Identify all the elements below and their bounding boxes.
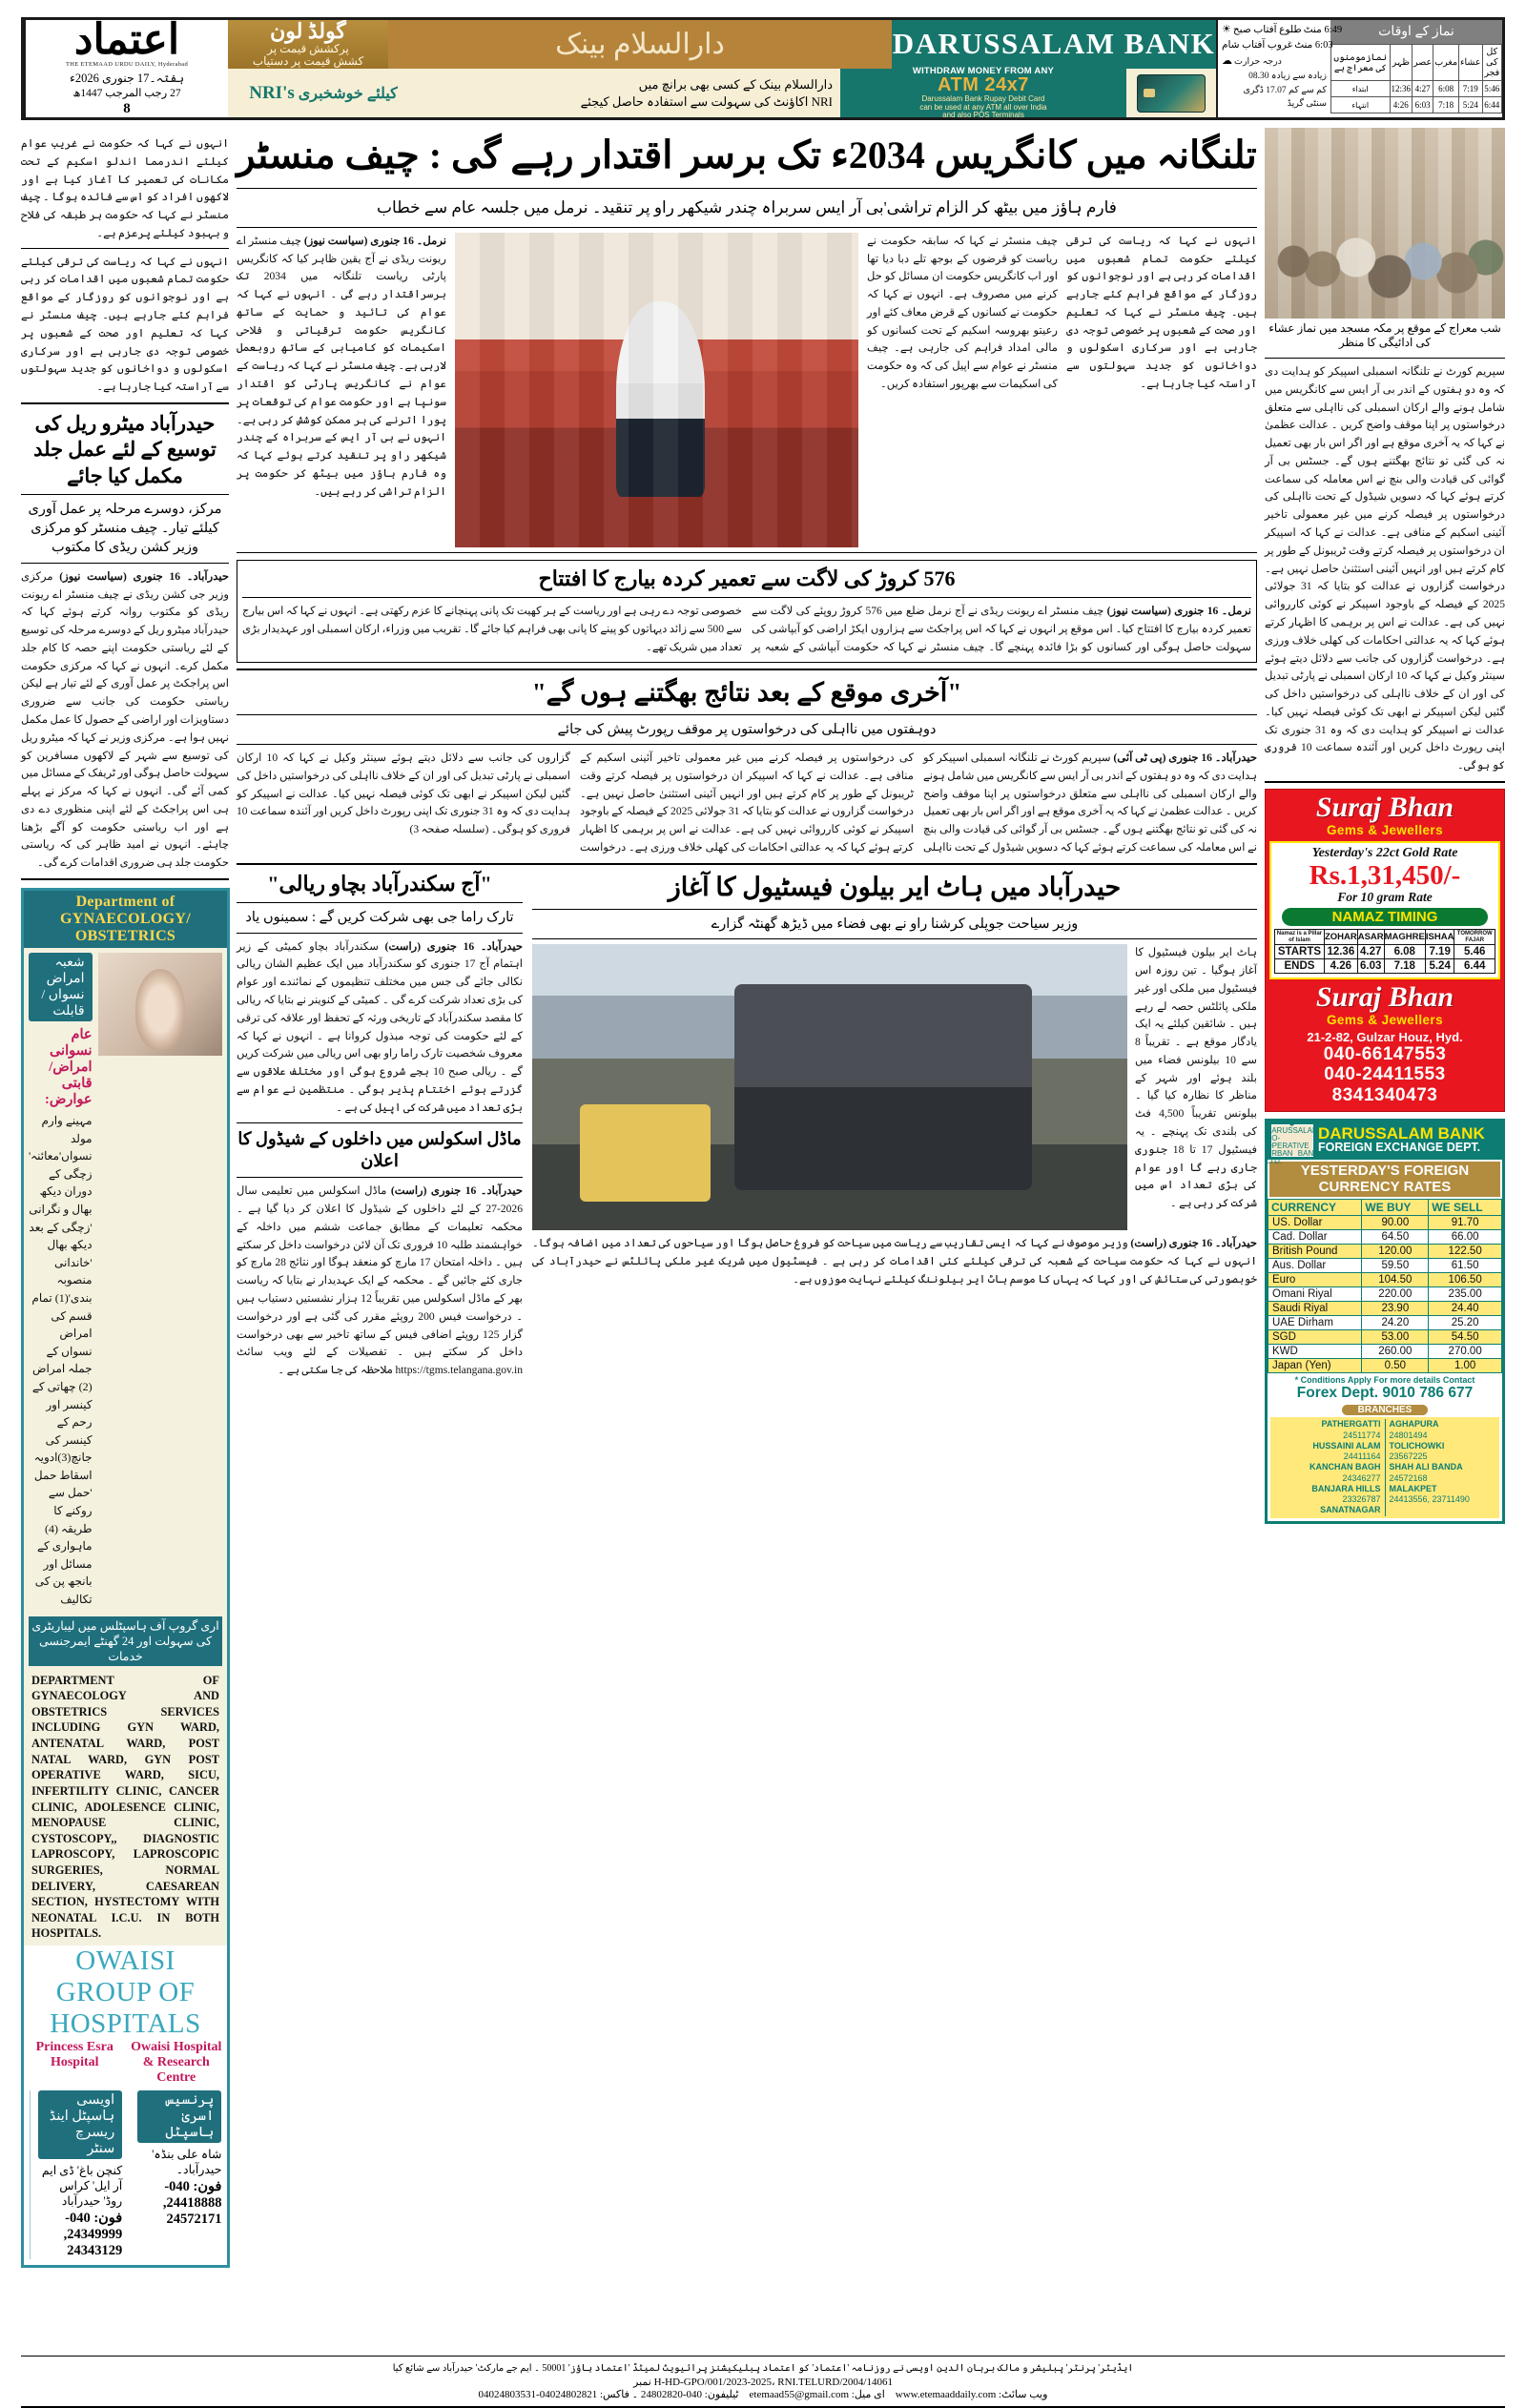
gold-rate-unit: For 10 gram Rate — [1337, 890, 1433, 905]
forex-dept-name: FOREIGN EXCHANGE DEPT. — [1318, 1141, 1481, 1155]
forex-currency: Euro — [1268, 1273, 1362, 1287]
story-left-text: سپریم کورٹ نے تلنگانہ اسمبلی اسپیکر کو ہدایت دی کہ وہ دو ہفتوں کے اندر بی آر ایس سے کانگریس میں شامل ہونے والے ارکان اسمبلی کی نااہلی سے متعلق درخواستوں پر اپنا موقف واضح کریں ۔ عدالت عظمیٰ نے کہا کہ یہ آخری موقع ہے اور اگر اس بار بھی تعمیل نہ کی گئی تو نتائج بھگتنے ہوں گے۔ جسٹس بی آر گوائی کی قیادت والی بنچ نے اس معاملہ کی سماعت کرتے ہوئے کہا کہ دسویں شیڈول کے تحت نااہلی کی درخواستوں پر فیصلہ کرنے میں غیر معمولی تاخیر آئینی اسکیم کے منافی ہے۔ عدالت نے کہا کہ اسپیکر ان درخواستوں پر فیصلہ کرتے وقت ٹریبونل کے طور پر کام کرتے ہیں اور انہیں آئینی استثنیٰ حاصل نہیں ہے۔ درخواست گزاروں نے عدالت کو بتایا کہ 31 جولائی 2025 کے فیصلہ کے باوجود اسپیکر نے کوئی کارروائی نہیں کی ہے۔ عدالت نے اس پر برہمی کا اظہار کرتے ہوئے کہا کہ یہ عدالتی احکامات کی کھلی خلاف ورزی ہے۔ درخواست گزاروں کی جانب سے دلائل دیتے ہوئے سینئر وکیل نے کہا کہ 10 ارکان اسمبلی نے پارٹی تبدیل کی اور ان کے خلاف نااہلی کی درخواستیں داخل کی گئیں لیکن اسپیکر نے ابھی تک کوئی فیصلہ نہیں کیا۔ عدالت نے اسپیکر کو ہدایت دی کہ وہ 31 جنوری تک اپنی رپورٹ داخل کریں اور آئندہ سماعت 10 فروری کو ہوگی۔ — [237, 751, 1257, 854]
namaz-starts-asar: 4.27 — [1357, 945, 1384, 959]
forex-sell: 235.00 — [1429, 1287, 1502, 1302]
forex-buy: 104.50 — [1362, 1273, 1429, 1287]
forex-header-sell: WE SELL — [1429, 1200, 1502, 1216]
column-right — [21, 128, 229, 2350]
left-col-story-text: سپریم کورٹ نے تلنگانہ اسمبلی اسپیکر کو ہدایت دی کہ وہ دو ہفتوں کے اندر بی آر ایس سے کانگریس میں شامل ہونے والے ارکان اسمبلی کی نااہلی سے متعلق درخواستوں پر اپنا موقف واضح کریں ۔ عدالت عظمیٰ نے کہا کہ یہ آخری موقع ہے اور اگر اس بار بھی تعمیل نہ کی گئی تو نتائج بھگتنے ہوں گے۔ جسٹس بی آر گوائی کی قیادت والی بنچ نے اس معاملہ کی سماعت کرتے ہوئے کہا کہ دسویں شیڈول کے تحت نااہلی کی درخواستوں پر فیصلہ کرنے میں غیر معمولی تاخیر آئینی اسکیم کے منافی ہے۔ عدالت نے کہا کہ اسپیکر ان درخواستوں پر فیصلہ کرتے وقت ٹریبونل کے طور پر کام کرتے ہیں اور انہیں آئینی استثنیٰ حاصل نہیں ہے۔ درخواست گزاروں نے عدالت کو بتایا کہ 31 جولائی 2025 کے فیصلہ کے باوجود اسپیکر نے کوئی کارروائی نہیں کی ہے۔ عدالت نے اس پر برہمی کا اظہار کرتے ہوئے کہا کہ یہ عدالتی احکامات کی کھلی خلاف ورزی ہے۔ درخواست گزاروں کی جانب سے دلائل دیتے ہوئے سینئر وکیل نے کہا کہ 10 ارکان اسمبلی نے پارٹی تبدیل کی اور ان کے خلاف نااہلی کی درخواستیں داخل کی گئیں لیکن اسپیکر نے ابھی تک کوئی فیصلہ نہیں کیا۔ عدالت نے اسپیکر کو ہدایت دی کہ وہ 31 جنوری تک اپنی رپورٹ داخل کریں اور آئندہ سماعت 10 فروری کو ہوگی۔ — [1265, 365, 1505, 772]
gynaec-list-urdu: مہینے وارم مولد نسواں'معائنہ' زچگی کے دوران دیکھ بھال و نگرانی 'زچگی کے بعد دیکھ بھال 'خاندانی منصوبہ بندی'(1) تمام قسم کی امراض نسواں کے جملہ امراض (2) چھاتی کے کینسر اور رحم کے کینسر کی جانچ(3)ادویہ اسقاط حمل 'حمل سے روکنے کا طریقہ (4) ماہواری کے مسائل اور بانجھ پن کی تکالیف — [28, 1114, 93, 1607]
lead-story-col4-extra: انہوں نے کہا کہ ریاست کی ترقی کیلئے حکومت تمام شعبوں میں اقدامات کر رہی ہے اور نوجوانوں کو روزگار کے مواقع فراہم کئے جارہے ہیں۔ چیف منسٹر نے کہا کہ تعلیم اور صحت کے شعبوں پر خصوصی توجہ دی جارہی ہے اور سرکاری اسکولوں و دواخانوں کو جدید سہولتوں سے آراستہ کیا جارہا ہے۔ — [21, 255, 229, 394]
forex-sell: 54.50 — [1429, 1330, 1502, 1345]
prayer-start-maghrib: 6:08 — [1433, 81, 1459, 97]
lead-photo-row — [237, 233, 1257, 547]
forex-buy: 260.00 — [1362, 1345, 1429, 1359]
suraj-bhan-sub: Gems & Jewellers — [1327, 822, 1443, 837]
suraj-bhan-name-2: Suraj Bhan — [1315, 981, 1454, 1013]
table-row — [1268, 1273, 1502, 1287]
footer-rni: H-HD-GPO/001/2023-2025، RNI.TELURD/2004/14061 نمبر — [633, 2377, 893, 2388]
namaz-starts-maghrib: 6.08 — [1384, 945, 1425, 959]
forex-buy: 220.00 — [1362, 1287, 1429, 1302]
gynaec-strip-urdu: اری گروپ آف ہاسپٹلس میں لیباریٹری کی سہولت اور 24 گھنٹے ایمرجنسی خدمات — [29, 1616, 222, 1666]
lead-col-b: چیف منسٹر نے کہا کہ سابقہ حکومت نے ریاست کو قرضوں کے بوجھ تلے دبا دیا تھا اور اب کانگریس حکومت ان مسائل کو حل کرنے میں مصروف ہے۔ انہوں نے کہا کہ حکومت نے کسانوں کے قرض معاف کئے اور رعیتو بھروسہ اسکیم کے تحت کسانوں کو مالی امداد فراہم کی جارہی ہے۔ چیف منسٹر نے عوام سے اپیل کی کہ وہ حکومت کی اسکیمات سے بھرپور استفادہ کریں۔ — [867, 234, 1058, 391]
prayer-row-end — [1331, 97, 1502, 113]
forex-sell: 91.70 — [1429, 1216, 1502, 1230]
forex-currency: SGD — [1268, 1330, 1362, 1345]
sunset-label: غروب آفتاب شام — [1222, 39, 1293, 51]
namaz-starts-fajar: 5.46 — [1454, 945, 1495, 959]
lead-dateline: نرمل۔ 16 جنوری (سیاست نیوز) — [303, 234, 446, 247]
prayer-header-fajr-tomorrow: کل کی فجر — [1482, 45, 1501, 81]
prayer-end-isha: 5:24 — [1459, 97, 1483, 113]
atm-line5: and also POS Terminals — [942, 111, 1024, 120]
story-metro-text: مرکزی وزیر جی کشن ریڈی نے چیف منسٹر اے ریونت ریڈی کو مکتوب روانہ کرتے ہوئے کہا کہ حیدرآباد میٹرو ریل کے دوسرے مرحلہ کی توسیع کے لئے ریاستی حکومت اپنے حصہ کا کام جلد مکمل کرے۔ انہوں نے کہا کہ مرکزی حکومت اس پراجکٹ پر عمل آوری کے لئے تیار ہے لیکن ریاستی حکومت کی جانب سے ضروری دستاویزات اور اراضی کے حصول کا عمل مکمل نہیں ہوا ہے۔ مرکزی وزیر نے کہا کہ میٹرو ریل کی توسیع سے شہر کے لاکھوں مسافرین کو سہولت حاصل ہوگی اور ٹریفک کے مسائل میں کمی آئے گی۔ انہوں نے کہا کہ مرکز نے پہلے ہی اس پراجکٹ کے لئے اپنی منظوری دے دی ہے اور اب ریاستی حکومت کو آگے بڑھنا چاہئے۔ انہوں نے امید ظاہر کی کہ ریاستی حکومت جلد ہی ضروری اقدامات کرے گی۔ — [21, 569, 229, 870]
forex-sell: 122.50 — [1429, 1245, 1502, 1259]
lead-subhead: فارم ہاؤز میں بیٹھ کر الزام تراشی'بی آر ایس سربراہ چندر شیکھر راو پر تنقید۔ نرمل میں جلسہ عام سے خطاب — [377, 198, 1117, 216]
prayer-end-fajr: 6:44 — [1482, 97, 1501, 113]
branch-name: BANJARA HILLS — [1311, 1483, 1381, 1493]
forex-currency: Cad. Dollar — [1268, 1230, 1362, 1245]
suraj-bhan-phone-1[interactable]: 040-66147553 — [1323, 1044, 1447, 1064]
forex-buy: 23.90 — [1362, 1302, 1429, 1316]
namaz-col-maghrib: MAGHRE — [1384, 930, 1425, 945]
prayer-end-zuhr: 4:26 — [1390, 97, 1413, 113]
nri-label-english: NRI's — [249, 82, 295, 103]
hospital-contact-esra — [130, 2090, 221, 2259]
prayer-end-asr: 6:03 — [1413, 97, 1433, 113]
issue-date-hijri: 27 رجب المرجب 1447ھ — [72, 87, 181, 99]
namaz-ends-label: ENDS — [1275, 959, 1325, 974]
balloon-photo — [532, 944, 1127, 1230]
nri-text-line1: دارالسلام بینک کے کسی بھی برانچ میں — [638, 77, 833, 93]
story-sikandarabad-subhead: تارک راما جی بھی شرکت کریں گے : سمینوں یاد — [245, 910, 514, 926]
forex-branches — [1270, 1417, 1499, 1517]
bottom-stories — [237, 871, 1257, 1380]
bank-name-arabic: دارالسلام بینک — [388, 20, 892, 69]
story-school-dateline: حیدرآباد۔ 16 جنوری (راست) — [390, 1184, 523, 1198]
cloud-icon: ☁ — [1222, 55, 1232, 68]
branch-name: PATHERGATTI — [1321, 1419, 1381, 1430]
prayer-times-table — [1330, 44, 1502, 113]
forex-note: * Conditions Apply For more details Contact — [1294, 1375, 1475, 1386]
owaisi-hospital-address: کنچن باغ' ڈی ایم آر ایل' کراس روڈ' حیدرآباد — [41, 2163, 123, 2208]
branch-phone: 23567225 — [1389, 1451, 1428, 1462]
story-576-headline: 576 کروڑ کی لاگت سے تعمیر کردہ بیارج کا افتتاح — [538, 566, 956, 590]
namaz-col-asar: ASAR — [1357, 930, 1384, 945]
page-footer — [21, 2356, 1505, 2408]
branch-name: KANCHAN BAGH — [1309, 1462, 1381, 1472]
prayer-times-title: نماز کے اوقات — [1330, 20, 1502, 44]
story-metro — [21, 411, 229, 873]
story-balloon-headline: حیدرآباد میں ہاٹ ایر بیلون فیسٹیول کا آغاز — [668, 872, 1122, 901]
prayer-header-note: نمازمومنوں کی معراج ہے — [1331, 45, 1391, 81]
story-school-headline: ماڈل اسکولس میں داخلوں کے شیڈول کا اعلان — [237, 1128, 522, 1170]
branch-phone: 24411164 — [1343, 1451, 1381, 1462]
story-metro-headline: حیدرآباد میٹرو ریل کی توسیع کے لئے عمل جلد مکمل کیا جائے — [33, 411, 217, 487]
gold-rate-label: Yesterday's 22ct Gold Rate — [1311, 845, 1458, 860]
story-metro-subhead: مرکز، دوسرے مرحلہ پر عمل آوری کیلئے تیار۔ چیف منسٹر کو مرکزی وزیر کشن ریڈی کا مکتوب — [28, 501, 222, 556]
atm-promo — [840, 65, 1126, 120]
midrow-stories — [237, 676, 1257, 857]
forex-currency: US. Dollar — [1268, 1216, 1362, 1230]
branch-phone: 23326787 — [1342, 1494, 1381, 1505]
forex-bank-name: DARUSSALAM BANK — [1318, 1124, 1485, 1143]
lead-headline: تلنگانہ میں کانگریس 2034ء تک برسر اقتدار رہے گی : چیف منسٹر — [237, 134, 1257, 176]
masthead — [21, 17, 1505, 120]
story-balloon-text: وزیر موصوف نے کہا کہ ایسی تقاریب سے ریاست میں سیاحت کو فروغ حاصل ہوگا اور سیاحوں کی تعداد میں اضافہ ہوگا۔ انہوں نے کہا کہ حکومت سیاحت کے شعبہ کی ترقی کیلئے کئی اقدامات کر رہی ہے ۔ فیسٹیول میں شریک غیر ملکی پائلٹس نے حیدرآباد کی خوبصورتی کی ستائش کی اور کہا کہ یہاں کا موسم ہاٹ ایر بیلوننگ کیلئے نہایت موزوں ہے۔ — [532, 1237, 1258, 1286]
footer-website[interactable]: www.etemaaddaily.com — [895, 2389, 997, 2400]
gold-loan-block — [228, 20, 388, 69]
prayer-start-label: ابتداء — [1331, 81, 1391, 97]
story-metro-dateline: حیدرآباد۔ 16 جنوری (سیاست نیوز) — [59, 569, 230, 583]
temperature-min: کم سے کم 17.07 ڈگری سنٹی گریڈ — [1243, 85, 1327, 109]
suraj-bhan-sub-2: Gems & Jewellers — [1327, 1013, 1443, 1027]
namaz-header-row — [1275, 930, 1495, 945]
forex-sell: 106.50 — [1429, 1273, 1502, 1287]
story-sikandarabad — [237, 871, 523, 1380]
forex-buy: 90.00 — [1362, 1216, 1429, 1230]
owaisi-hospital-phone: فون: 040-24349999, 24343129 — [63, 2210, 123, 2258]
story-left-headline: "آخری موقع کے بعد نتائج بھگتنے ہوں گے" — [531, 677, 962, 707]
story-balloon-subhead: وزیر سیاحت جوپلی کرشنا راو نے بھی فضاء میں ڈیڑھ گھنٹہ گزارے — [711, 916, 1079, 932]
nri-text — [419, 69, 840, 118]
forex-currency: KWD — [1268, 1345, 1362, 1359]
ad-forex — [1265, 1114, 1505, 1524]
story-576 — [237, 560, 1257, 663]
lead-body-1: چیف منسٹر اے ریونت ریڈی نے آج یقین ظاہر کیا کہ کانگریس پارٹی ریاست تلنگانہ میں 2034 تک برسراقتدار رہے گی ۔ انہوں نے کہا کہ عوام کی تائید و حمایت کے ساتھ کانگریس حکومت ترقیاتی و فلاحی اسکیمات کو کامیابی کے ساتھ روبعمل لارہی ہے۔ چیف منسٹر نے کہا کہ ریاست کے عوام نے کانگریس پارٹی کو اقتدار سونپا ہے اور حکومت عوام کی توقعات پر پورا اترنے کی ہر ممکن کوشش کر رہی ہے۔ انہوں نے بی آر ایس کے سربراہ کے چندر شیکھر راو پر تنقید کرتے ہوئے کہا کہ وہ فارم ہاؤز میں بیٹھ کر حکومت پر الزام تراشی کر رہے ہیں۔ — [237, 234, 446, 498]
prayer-header-zuhr: ظہر — [1390, 45, 1413, 81]
newspaper-logo-english: THE ETEMAAD URDU DAILY, Hyderabad — [65, 60, 189, 68]
forex-currency: Saudi Riyal — [1268, 1302, 1362, 1316]
table-row — [1268, 1216, 1502, 1230]
suraj-bhan-address: 21-2-82, Gulzar Houz, Hyd. — [1307, 1030, 1463, 1044]
forex-currency: Japan (Yen) — [1268, 1359, 1362, 1373]
forex-logo-text: DARUSSALAM CO-OPERATIVE URBAN BANK LTD. — [1266, 1126, 1319, 1166]
gynaec-services-english: DEPARTMENT OF GYNAECOLOGY AND OBSTETRICS SERVICES INCLUDING GYN WARD, ANTENATAL WARD, POST NATAL WARD, GYN POST OPERATIVE WARD, SICU, INFERTILITY CLINIC, CANCER CLINIC, ADOLESENCE CLINIC, MENOPAUSE CLINIC, CYSTOSCOPY,, DIAGNOSTIC LAPROSCOPY, LAPROSCOPIC SURGERIES, NORMAL DELIVERY, CAESAREAN SECTION, HYSTECTOMY WITH NEONATAL I.C.U. IN BOTH HOSPITALS. — [31, 1673, 219, 1941]
gold-loan-sub1: پرکشش قیمت پر — [267, 42, 349, 56]
forex-rates-table — [1268, 1199, 1502, 1373]
story-left-col — [237, 676, 1257, 857]
gynaec-badge-urdu: شعبہ امراض نسواں / قابلت — [29, 953, 93, 1021]
forex-buy: 53.00 — [1362, 1330, 1429, 1345]
prayer-times-block — [1216, 20, 1502, 117]
namaz-starts-ishaa: 7.19 — [1425, 945, 1454, 959]
forex-buy: 0.50 — [1362, 1359, 1429, 1373]
issue-date-gregorian: ہفتہ۔17 جنوری 2026ء — [69, 71, 185, 85]
footer-website-label: ویب سائٹ: — [999, 2389, 1048, 2400]
temperature-max: زیادہ سے زیادہ 08.30 — [1248, 72, 1327, 82]
gold-loan-title: گولڈ لون — [270, 19, 346, 43]
table-row — [1268, 1259, 1502, 1273]
prayer-start-zuhr: 12:36 — [1390, 81, 1413, 97]
branch-name: SHAH ALI BANDA — [1389, 1462, 1463, 1472]
forex-sell: 24.40 — [1429, 1302, 1502, 1316]
atm-line3: Darussalam Bank Rupay Debit Card — [921, 94, 1045, 104]
rally-photo — [455, 233, 858, 547]
rupay-card-icon — [1137, 74, 1206, 113]
footer-email-label: ای میل: — [851, 2389, 885, 2400]
forex-buy: 120.00 — [1362, 1245, 1429, 1259]
suraj-bhan-phone-2[interactable]: 040-24411553 — [1324, 1064, 1446, 1085]
gynaec-urdu-block — [29, 953, 93, 1609]
branch-phone: 24801494 — [1389, 1430, 1428, 1440]
esra-hospital-phone: فون: 040-24418888, 24572171 — [162, 2178, 222, 2227]
footer-phone-label: ٹیلیفون: — [704, 2389, 739, 2400]
page-body — [21, 128, 1505, 2350]
forex-branches-title: BRANCHES — [1342, 1405, 1428, 1415]
namaz-col-fajar: TOMORROW FAJAR — [1454, 930, 1495, 945]
ad-gynaecology — [21, 888, 230, 2268]
balloon-photo-wrap — [532, 944, 1127, 1230]
story-sikandarabad-headline: "آج سکندرآباد بچاو ریالی" — [267, 871, 492, 895]
table-row — [1268, 1359, 1502, 1373]
branch-phone: 24346277 — [1342, 1472, 1381, 1483]
story-school-text: ماڈل اسکولس میں تعلیمی سال 2026-27 کے لئے داخلوں کے شیڈول کا اعلان کر دیا گیا ہے ۔ محکمہ تعلیمات کے مطابق جماعت ششم میں داخلہ کے خواہشمند طلبہ 10 فروری تک آن لائن درخواست داخل کر سکتے ہیں ۔ داخلہ امتحان 17 مارچ کو منعقد ہوگا اور نتائج 28 مارچ کو جاری کئے جائیں گے ۔ محکمہ کے ایک عہدیدار نے بتایا کہ ریاست بھر کے ماڈل اسکولس میں تقریباً 12 ہزار نشستیں دستیاب ہیں ۔ درخواست فیس 200 روپئے مقرر کی گئی ہے اور درخواست گزار 125 روپئے اضافی فیس کے ساتھ تاخیر سے بھی درخواست داخل کر سکتے ہیں ۔ تفصیلات کے لئے ویب سائٹ https://tgms.telangana.gov.in ملاحظہ کی جا سکتی ہے ۔ — [237, 1184, 524, 1377]
lead-col-c: انہوں نے کہا کہ ریاست کی ترقی کیلئے حکومت تمام شعبوں میں اقدامات کر رہی ہے اور نوجوانوں کو روزگار کے مواقع فراہم کئے جارہے ہیں۔ چیف منسٹر نے کہا کہ تعلیم اور صحت کے شعبوں پر خصوصی توجہ دی جارہی ہے اور سرکاری اسکولوں و دواخانوں کو جدید سہولتوں سے آراستہ کیا جارہا ہے۔ — [1066, 234, 1257, 391]
mosque-photo — [1265, 128, 1505, 319]
lead-col-a — [237, 233, 446, 547]
forex-dept-phone[interactable]: Forex Dept. 9010 786 677 — [1296, 1385, 1474, 1402]
table-row — [1268, 1316, 1502, 1330]
story-sikandarabad-text: سکندرآباد بچاو کمیٹی کے زیر اہتمام آج 17 جنوری کو سکندرآباد میں ایک عظیم الشان ریالی نکالی جائے گی جس میں مختلف تنظیموں کے نمائندے اور عوام کی بڑی تعداد شرکت کرے گی ۔ کمیٹی کے کنوینر نے بتایا کہ ریالی کا مقصد سکندرآباد کے تاریخی ورثہ کے تحفظ اور علاقہ کی ترقی کے لئے حکومت کی توجہ مبذول کروانا ہے ۔ انہوں نے کہا کہ معروف شخصیت تارک راما راو بھی اس ریالی میں شرکت کریں گے ۔ ریالی صبح 10 بجے شروع ہوگی اور مختلف علاقوں سے گزرتے ہوئے اختتام پذیر ہوگی ۔ منتظمین نے عوام سے بڑی تعداد میں شرکت کی اپیل کی ہے ۔ — [237, 939, 523, 1114]
story-576-body — [242, 603, 1251, 656]
esra-hospital-address: شاہ علی بنڈہ' حیدرآباد۔ — [152, 2147, 222, 2176]
gold-rate-value: Rs.1,31,450/- — [1309, 859, 1461, 891]
prayer-header-row — [1331, 45, 1502, 81]
branch-phone: 24413556, 23711490 — [1389, 1494, 1470, 1505]
branch-name: AGHAPURA — [1389, 1419, 1439, 1430]
branch-phone: 24572168 — [1389, 1472, 1428, 1483]
forex-header-row — [1268, 1200, 1502, 1216]
footer-email[interactable]: etemaad55@gmail.com — [749, 2389, 850, 2400]
story-sikandarabad-body — [237, 938, 523, 1118]
prayer-row-start — [1331, 81, 1502, 97]
namaz-ends-ishaa: 5.24 — [1425, 959, 1454, 974]
prayer-header-maghrib: مغرب — [1433, 45, 1459, 81]
hospital-sub-right: Owaisi Hospital & Research Centre — [131, 2039, 222, 2085]
atm-line2: ATM 24x7 — [938, 74, 1029, 96]
story-balloon-dateline: حیدرآباد۔ 16 جنوری (راست) — [1130, 1237, 1258, 1250]
table-row — [1268, 1330, 1502, 1345]
table-row — [1268, 1287, 1502, 1302]
darussalam-logo-icon: د DARUSSALAM CO-OPERATIVE URBAN BANK LTD. — [1266, 1114, 1319, 1166]
forex-currency: UAE Dirham — [1268, 1316, 1362, 1330]
sunset-time: 6:03 منٹ — [1294, 39, 1333, 51]
forex-currency: Aus. Dollar — [1268, 1259, 1362, 1273]
namaz-starts-label: STARTS — [1275, 945, 1325, 959]
story-metro-body — [21, 568, 229, 873]
newspaper-logo-arabic: اعتماد — [73, 17, 180, 64]
bank-name-english: DARUSSALAM BANK — [892, 20, 1216, 69]
namaz-timing-table — [1274, 929, 1495, 974]
forex-band-line1: YESTERDAY'S FOREIGN — [1300, 1162, 1470, 1179]
lead-story-col4: انہوں نے کہا کہ حکومت نے غریب عوام کیلئے اندرمما اندلو اسکیم کے تحت مکانات کی تعمیر کا آغاز کیا ہے اور لاکھوں افراد کو اس سے فائدہ ہوگا ۔ چیف منسٹر نے کہا کہ حکومت ہر طبقہ کی فلاح و بہبود کیلئے پرعزم ہے۔ — [21, 137, 229, 239]
forex-sell: 66.00 — [1429, 1230, 1502, 1245]
namaz-row-starts — [1275, 945, 1495, 959]
table-row — [1268, 1345, 1502, 1359]
forex-currency: British Pound — [1268, 1245, 1362, 1259]
prayer-header-asr: عصر — [1413, 45, 1433, 81]
story-left-dateline: حیدرآباد۔ 16 جنوری (پی ٹی آئی) — [1113, 751, 1257, 765]
forex-currency: Omani Riyal — [1268, 1287, 1362, 1302]
forex-buy: 24.20 — [1362, 1316, 1429, 1330]
atm-line1: WITHDRAW MONEY FROM ANY — [912, 65, 1055, 76]
esra-hospital-name: پرنسیس اسریٰ ہاسپٹل — [137, 2090, 221, 2143]
prayer-times-table-wrap — [1330, 20, 1502, 117]
prayer-end-label: انتہاء — [1331, 97, 1391, 113]
story-balloon — [532, 871, 1257, 1380]
namaz-ends-asar: 6.03 — [1357, 959, 1384, 974]
namaz-col-ishaa: ISHAA — [1425, 930, 1454, 945]
sunrise-label: طلوع آفتاب صبح — [1232, 25, 1302, 36]
sunrise-time: 6:49 منٹ — [1303, 25, 1343, 36]
namaz-ends-maghrib: 7.18 — [1384, 959, 1425, 974]
column-left — [1265, 128, 1505, 2350]
owaisi-hospital-name: اویسی ہاسپٹل اینڈ ریسرچ سنٹر — [38, 2090, 122, 2159]
prayer-start-asr: 4:27 — [1413, 81, 1433, 97]
forex-sell: 25.20 — [1429, 1316, 1502, 1330]
prayer-start-isha: 7:19 — [1459, 81, 1483, 97]
namaz-ends-fajar: 6.44 — [1454, 959, 1495, 974]
gynaec-title: Department of GYNAECOLOGY/ OBSTETRICS — [24, 891, 227, 948]
footer-contact-row — [21, 2388, 1505, 2400]
hospital-brand: OWAISI GROUP OF HOSPITALS — [24, 1945, 227, 2040]
prayer-start-fajr: 5:46 — [1482, 81, 1501, 97]
balloon-side-text: ہاٹ ایر بیلون فیسٹیول کا آغاز ہوگیا ۔ تین روزہ اس فیسٹیول میں ملکی اور غیر ملکی پائلٹس حصہ لے رہے ہیں ۔ شائقین کیلئے یہ ایک یادگار موقع ہے ۔ تقریباً 8 سے 10 بیلونس فضاء میں بلند ہوئے اور شہر کے مناظر کا نظارہ کیا گیا ۔ بیلونس تقریباً 4,500 فٹ کی بلندی تک پہنچے ۔ یہ فیسٹیول 17 تا 18 جنوری جاری رہے گا اور عوام کی بڑی تعداد اس میں شرکت کر رہی ہے ۔ — [1135, 946, 1258, 1210]
footer-imprint: ایڈیٹر' پرنٹر' پبلیشر و مالک برہان الدین اویسی نے روزنامہ 'اعتماد' کو اعتماد پبلیکیشنز پرائیویٹ لمیٹڈ 'اعتماد ہاؤز' 50001 ۔ ایم جے مارکٹ' حیدرآباد سے شائع کیا — [392, 2363, 1134, 2374]
namaz-timing-title: NAMAZ TIMING — [1282, 908, 1488, 926]
lead-photo-wrap — [455, 233, 858, 547]
forex-buy: 64.50 — [1362, 1230, 1429, 1245]
debit-card-image — [1126, 69, 1216, 118]
hospital-sub-left: Princess Esra Hospital — [35, 2039, 113, 2069]
story-left-subhead: دوہفتوں میں نااہلی کی درخواستوں پر موقف رپورٹ پیش کی جائے — [557, 721, 937, 737]
sun-times — [1218, 20, 1343, 117]
namaz-starts-zohar: 12.36 — [1324, 945, 1357, 959]
masthead-bank-ad — [228, 19, 1216, 120]
table-row — [1268, 1302, 1502, 1316]
suraj-bhan-name: Suraj Bhan — [1315, 791, 1454, 823]
story-school-body — [237, 1183, 523, 1380]
story-576-text: چیف منسٹر اے ریونت ریڈی نے آج نرمل ضلع میں 576 کروڑ روپئے کی لاگت سے تعمیر کردہ بیارج کا افتتاح کیا۔ اس موقع پر انہوں نے کہا کہ اس پراجکٹ سے ہزاروں ایکڑ اراضی کو آبپاشی کی سہولت حاصل ہوگی اور کسانوں کو بڑا فائدہ پہنچے گا۔ چیف منسٹر نے کہا کہ حکومت آبپاشی کے شعبہ پر خصوصی توجہ دے رہی ہے اور ریاست کے ہر کھیت تک پانی پہنچانے کا عزم رکھتی ہے۔ انہوں نے کہا کہ اس بیارج سے 500 سے زائد دیہاتوں کو پینے کا پانی بھی فراہم کیا جائے گا۔ تقریب میں وزراء، ارکان اسمبلی اور عہدیدار بڑی تعداد میں شریک تھے۔ — [242, 605, 1251, 653]
prayer-end-maghrib: 7:18 — [1433, 97, 1459, 113]
forex-buy: 59.50 — [1362, 1259, 1429, 1273]
nri-label — [228, 69, 419, 118]
gynaec-photo — [98, 953, 222, 1056]
namaz-row-ends — [1275, 959, 1495, 974]
forex-header-buy: WE BUY — [1362, 1200, 1429, 1216]
branch-name: SANATNAGAR — [1320, 1505, 1381, 1515]
story-left-continued: (سلسلہ صفحہ 3) — [409, 823, 489, 836]
forex-sell: 61.50 — [1429, 1259, 1502, 1273]
hospital-contact-owaisi — [30, 2090, 122, 2259]
branch-phone: 24511774 — [1343, 1430, 1381, 1440]
suraj-bhan-phone-3[interactable]: 8341340473 — [1331, 1084, 1438, 1105]
page-number: 8 — [123, 100, 131, 116]
gynaec-heading-urdu: عام نسوانی امراض/ قابتی عوارض: — [45, 1027, 93, 1107]
atm-line4: can be used at any ATM all over India — [919, 102, 1047, 112]
nri-text-line2: NRI اکاؤنٹ کی سہولت سے استفادہ حاصل کیجئے — [580, 93, 833, 109]
lead-story — [237, 128, 1257, 228]
story-576-dateline: نرمل۔ 16 جنوری (سیاست نیوز) — [1106, 605, 1251, 618]
story-sikandarabad-dateline: حیدرآباد۔ 16 جنوری (راست) — [384, 939, 523, 953]
forex-sell: 270.00 — [1429, 1345, 1502, 1359]
namaz-ends-zohar: 4.26 — [1324, 959, 1357, 974]
column-middle — [237, 128, 1257, 2350]
table-row — [1268, 1245, 1502, 1259]
branch-name: TOLICHOWKI — [1389, 1440, 1445, 1451]
sun-icon: ☀ — [1222, 24, 1231, 35]
gold-loan-sub2: کشش قیمت پر دستیاب — [252, 54, 364, 69]
branch-name: MALAKPET — [1389, 1483, 1437, 1493]
forex-sell: 1.00 — [1429, 1359, 1502, 1373]
story-balloon-body — [532, 1235, 1257, 1288]
branch-name: HUSSAINI ALAM — [1312, 1440, 1381, 1451]
story-left-body — [237, 750, 1257, 857]
nri-label-urdu: کیلئے خوشخبری — [298, 85, 398, 102]
forex-header-currency: CURRENCY — [1268, 1200, 1362, 1216]
table-row — [1268, 1230, 1502, 1245]
masthead-logo-block — [24, 17, 228, 117]
temperature-label: درجہ حرارت — [1234, 56, 1282, 67]
prayer-header-isha: عشاء — [1459, 45, 1483, 81]
ad-suraj-bhan — [1265, 789, 1505, 1112]
namaz-col-zohar: ZOHAR — [1324, 930, 1357, 945]
namaz-col-note: Namaz is a Pillar of Islam — [1275, 930, 1325, 945]
forex-band-line2: CURRENCY RATES — [1318, 1178, 1452, 1195]
mosque-photo-caption: شب معراج کے موقع پر مکہ مسجد میں نماز عشاء کی ادائیگی کا منظر — [1268, 321, 1501, 349]
footer-phone[interactable]: 040-24802820 ۔ فاکس: 04024802821-04024803531 — [478, 2389, 703, 2400]
